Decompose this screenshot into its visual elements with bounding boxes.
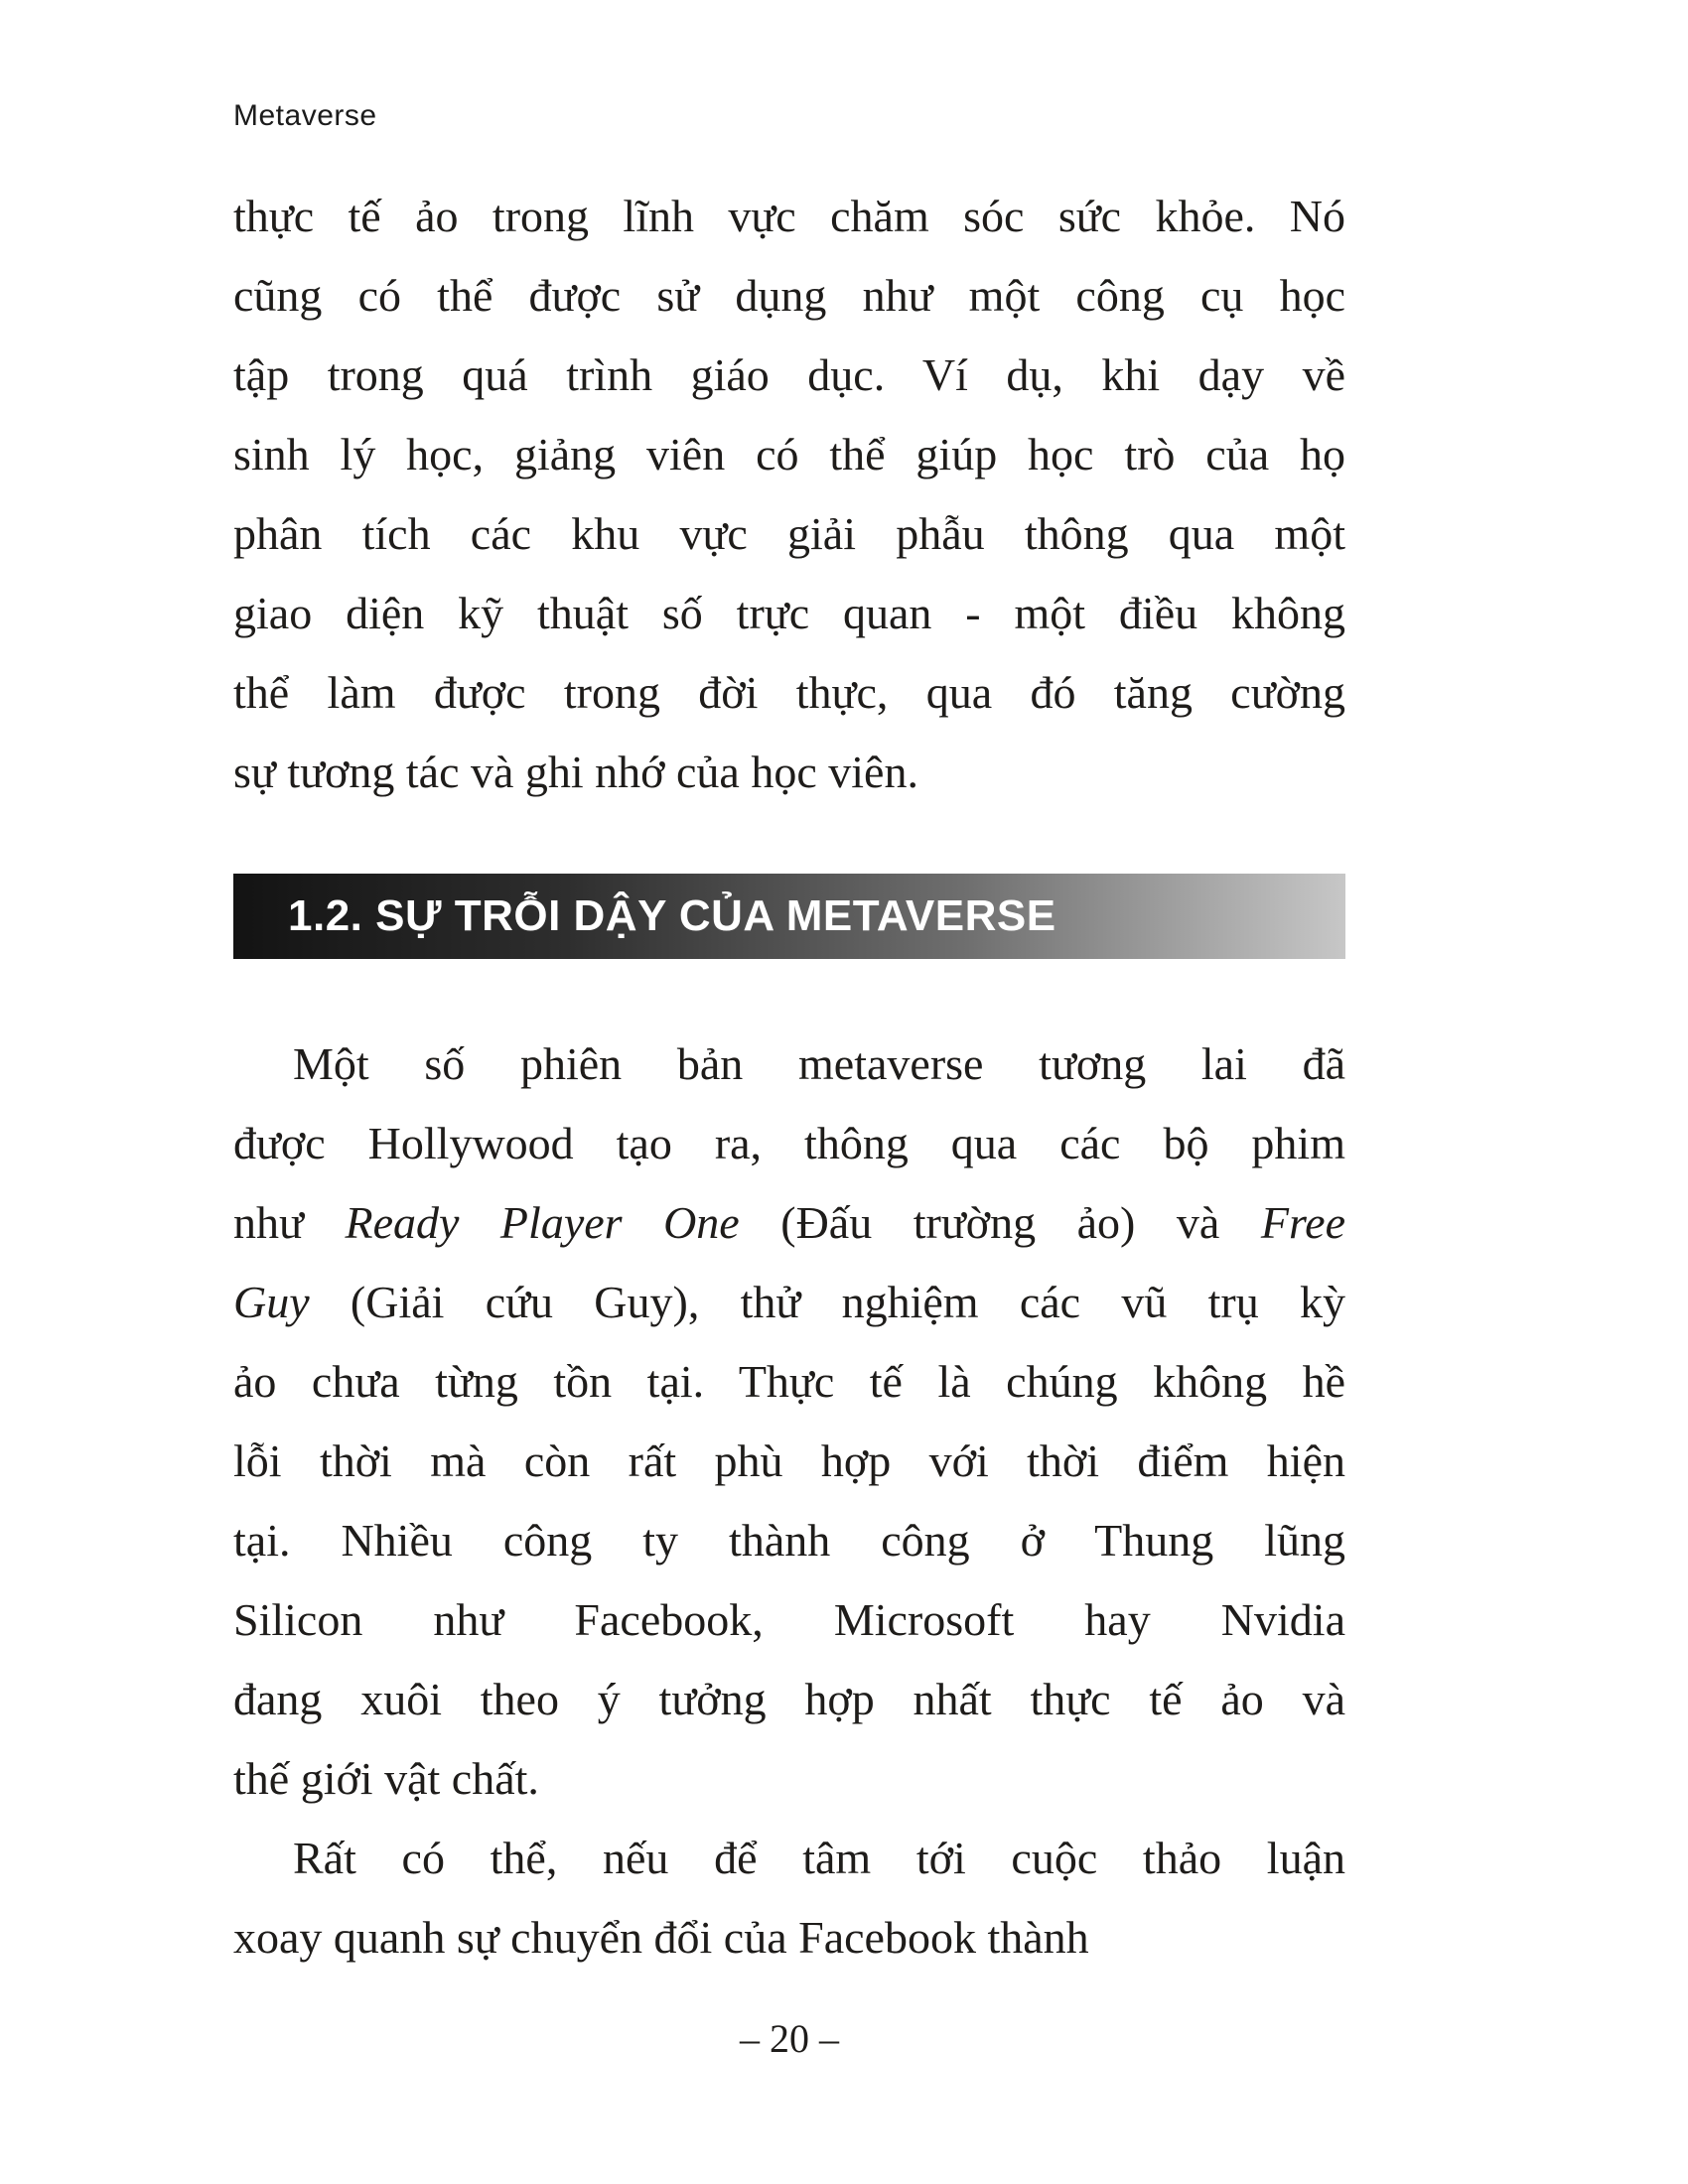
text-line: lỗi thời mà còn rất phù hợp với thời điểm hiện: [233, 1435, 1345, 1486]
text-line: giao diện kỹ thuật số trực quan - một điều không: [233, 588, 1345, 638]
section-heading: 1.2. SỰ TRỖI DẬY CỦA METAVERSE: [288, 891, 1056, 940]
page-number: – 20 –: [740, 2016, 839, 2061]
text-line: sự tương tác và ghi nhớ của học viên.: [233, 747, 918, 797]
text-line: Silicon như Facebook, Microsoft hay Nvidia: [233, 1594, 1345, 1645]
text-line: phân tích các khu vực giải phẫu thông qua một: [233, 508, 1345, 559]
text-line: đang xuôi theo ý tưởng hợp nhất thực tế ảo và: [233, 1674, 1345, 1724]
text-column: [233, 99, 1345, 2062]
text-line: thế giới vật chất.: [233, 1753, 539, 1804]
paragraph: [233, 177, 1345, 812]
text-line: xoay quanh sự chuyển đổi của Facebook thành: [233, 1912, 1089, 1963]
text-line: sinh lý học, giảng viên có thể giúp học trò của họ: [233, 429, 1345, 479]
text-line: như Ready Player One (Đấu trường ảo) và Free: [233, 1197, 1345, 1248]
text-line: tập trong quá trình giáo dục. Ví dụ, khi dạy về: [233, 349, 1345, 400]
text-line: cũng có thể được sử dụng như một công cụ học: [233, 270, 1345, 321]
text-line: thể làm được trong đời thực, qua đó tăng cường: [233, 667, 1345, 718]
running-header: Metaverse: [233, 99, 377, 132]
paragraph: [233, 1024, 1345, 1819]
text-line: ảo chưa từng tồn tại. Thực tế là chúng không hề: [233, 1356, 1345, 1407]
text-line: Guy (Giải cứu Guy), thử nghiệm các vũ trụ kỳ: [233, 1277, 1345, 1327]
text-line: tại. Nhiều công ty thành công ở Thung lũng: [233, 1515, 1345, 1566]
text-line: Một số phiên bản metaverse tương lai đã: [293, 1038, 1345, 1089]
text-line: Rất có thể, nếu để tâm tới cuộc thảo luận: [293, 1833, 1345, 1883]
text-line: thực tế ảo trong lĩnh vực chăm sóc sức khỏe. Nó: [233, 191, 1345, 241]
section-heading-bar: [233, 874, 1345, 959]
paragraph: [233, 1819, 1345, 1978]
text-line: được Hollywood tạo ra, thông qua các bộ phim: [233, 1118, 1345, 1168]
